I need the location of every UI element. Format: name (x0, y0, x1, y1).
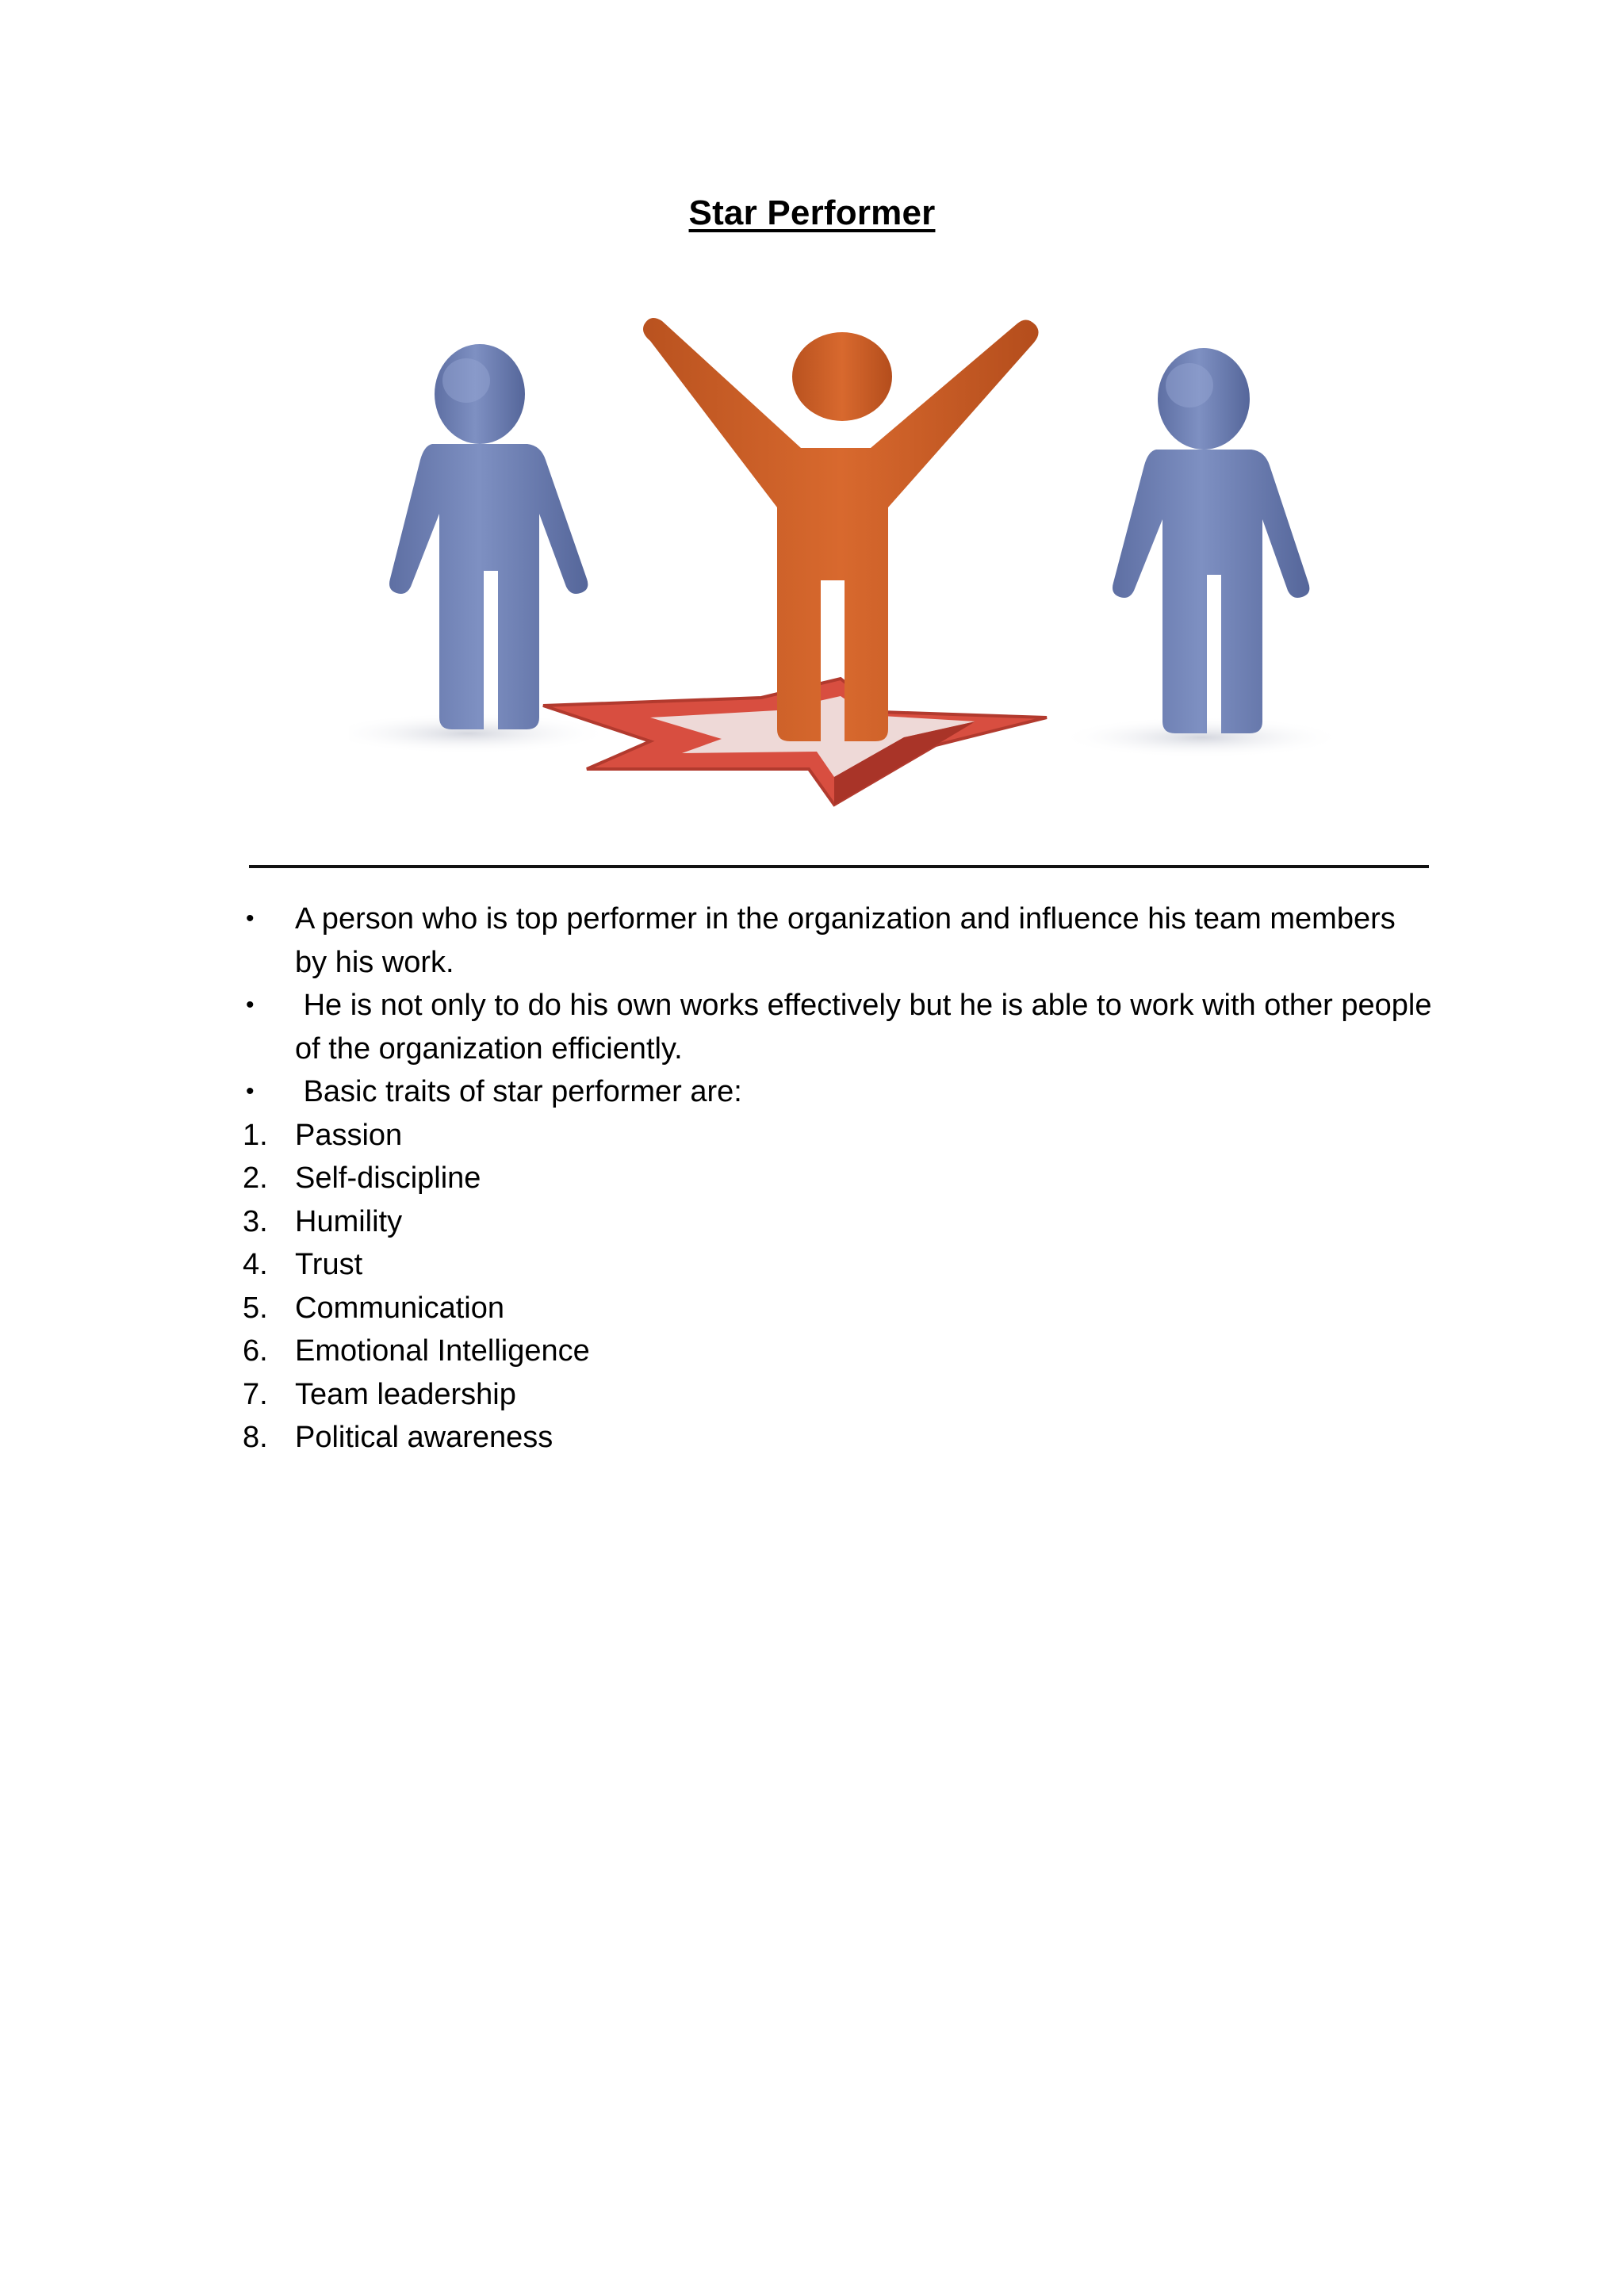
trait-number: 4. (243, 1248, 268, 1281)
star-performer-illustration (349, 301, 1348, 809)
trait-text: Passion (295, 1118, 403, 1152)
bullet-text: A person who is top performer in the organization and influence his team members by his work. (295, 902, 1396, 979)
trait-item (243, 1243, 1432, 1287)
trait-item (243, 1416, 1432, 1460)
left-person-icon (389, 344, 588, 729)
trait-text: Political awareness (295, 1421, 553, 1454)
trait-text: Humility (295, 1204, 403, 1238)
bullet-marker: • (246, 1078, 255, 1104)
trait-text: Communication (295, 1291, 504, 1325)
trait-item (243, 1200, 1432, 1244)
trait-text: Emotional Intelligence (295, 1334, 590, 1368)
trait-number: 7. (243, 1377, 268, 1411)
bullet-marker: • (246, 905, 255, 932)
trait-item (243, 1373, 1432, 1417)
document-body (243, 897, 1441, 1460)
horizontal-divider (249, 865, 1429, 868)
trait-text: Self-discipline (295, 1161, 481, 1195)
page-title: Star Performer (688, 193, 936, 232)
trait-number: 2. (243, 1161, 268, 1195)
trait-number: 1. (243, 1118, 268, 1152)
bullet-item (243, 897, 1432, 984)
trait-number: 6. (243, 1334, 268, 1368)
bullet-text: He is not only to do his own works effectively but he is able to work with other people of the organization efficiently. (295, 989, 1441, 1066)
bullet-text: Basic traits of star performer are: (295, 1075, 742, 1108)
bullet-item (243, 1070, 1432, 1114)
trait-number: 8. (243, 1421, 268, 1454)
trait-text: Trust (295, 1248, 363, 1281)
trait-item (243, 1330, 1432, 1373)
trait-item (243, 1114, 1432, 1158)
bullet-item (243, 984, 1441, 1070)
trait-number: 5. (243, 1291, 268, 1325)
right-person-icon (1113, 348, 1309, 733)
trait-text: Team leadership (295, 1377, 516, 1411)
bullet-marker: • (246, 992, 255, 1018)
trait-number: 3. (243, 1204, 268, 1238)
trait-item (243, 1157, 1432, 1200)
trait-item (243, 1287, 1432, 1330)
